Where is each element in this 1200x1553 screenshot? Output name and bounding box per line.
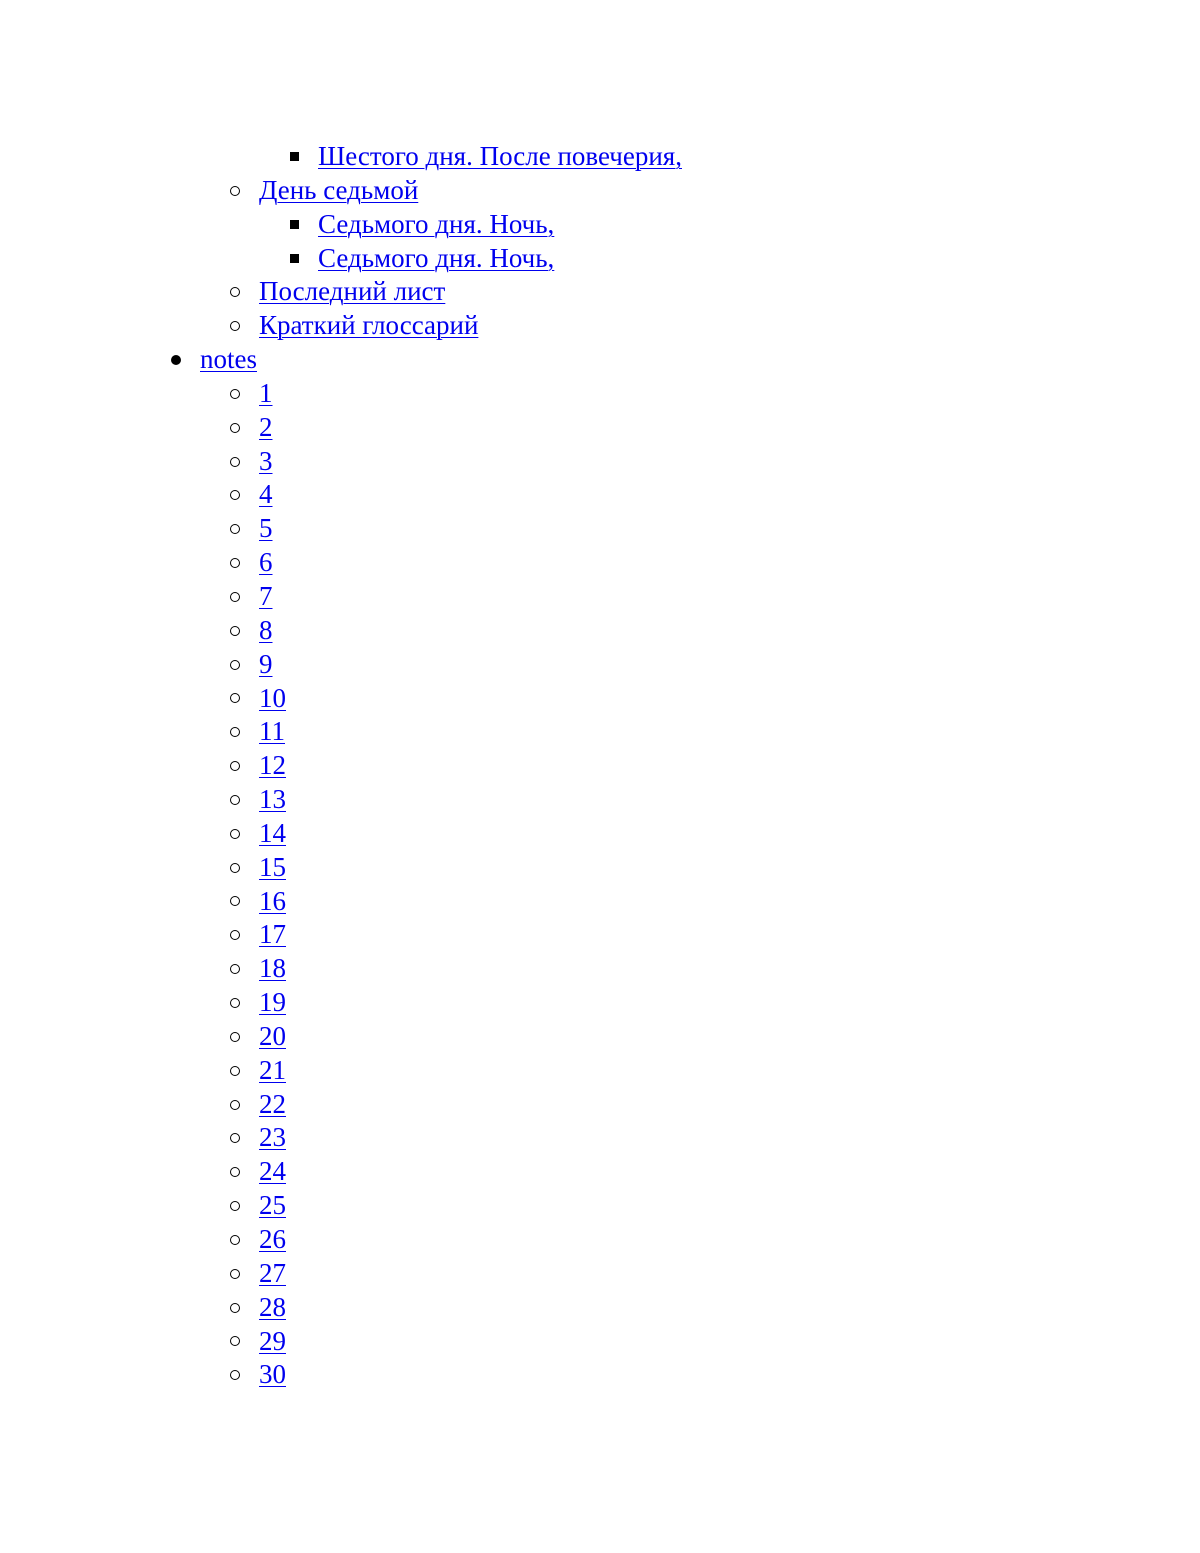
toc-link[interactable]: Шестого дня. После повечерия,: [318, 141, 682, 171]
circle-bullet-icon: [230, 423, 240, 433]
circle-bullet-icon: [230, 186, 240, 196]
circle-bullet-icon: [230, 896, 240, 906]
toc-link[interactable]: Седьмого дня. Ночь,: [318, 242, 555, 273]
toc-link[interactable]: Седьмого дня. Ночь,: [318, 208, 555, 239]
note-link[interactable]: 2: [259, 411, 273, 442]
list-item: [0, 1155, 1200, 1189]
list-item: [0, 478, 1200, 512]
list-item: [0, 1358, 1200, 1392]
square-bullet-icon: [290, 220, 299, 229]
note-link[interactable]: 20: [259, 1020, 286, 1051]
list-item: [0, 1223, 1200, 1257]
list-item: [0, 1054, 1200, 1088]
list-item: [0, 817, 1200, 851]
note-link[interactable]: 1: [259, 377, 273, 408]
list-item: [0, 1325, 1200, 1359]
note-link[interactable]: 7: [259, 580, 273, 611]
list-item: [0, 614, 1200, 648]
notes-link[interactable]: notes: [200, 344, 257, 375]
circle-bullet-icon: [230, 1133, 240, 1143]
toc-item-last-sheet: [0, 275, 1200, 309]
circle-bullet-icon: [230, 1066, 240, 1076]
list-item: [0, 1020, 1200, 1054]
circle-bullet-icon: [230, 761, 240, 771]
note-link[interactable]: 11: [259, 716, 285, 747]
note-link[interactable]: 13: [259, 784, 286, 815]
note-link[interactable]: 9: [259, 648, 273, 679]
list-item: [0, 512, 1200, 546]
toc-item-seventh-day-night: [0, 208, 1200, 242]
circle-bullet-icon: [230, 964, 240, 974]
note-link[interactable]: 12: [259, 750, 286, 781]
note-link[interactable]: 18: [259, 953, 286, 984]
circle-bullet-icon: [230, 693, 240, 703]
note-link[interactable]: 8: [259, 614, 273, 645]
toc-item-seventh-day-night-2: [0, 242, 1200, 276]
list-item: [0, 682, 1200, 716]
notes-list: [0, 377, 1200, 1392]
note-link[interactable]: 6: [259, 547, 273, 578]
list-item: [0, 377, 1200, 411]
toc-link[interactable]: Последний лист: [259, 276, 446, 307]
note-link[interactable]: 16: [259, 885, 286, 916]
toc-item-day-seven: [0, 174, 1200, 208]
list-item: [0, 1189, 1200, 1223]
note-link[interactable]: 5: [259, 513, 273, 544]
list-item: [0, 783, 1200, 817]
circle-bullet-icon: [230, 287, 240, 297]
note-link[interactable]: 28: [259, 1291, 286, 1322]
circle-bullet-icon: [230, 1100, 240, 1110]
note-link[interactable]: 24: [259, 1156, 286, 1187]
circle-bullet-icon: [230, 863, 240, 873]
circle-bullet-icon: [230, 795, 240, 805]
toc-item-sixth-day-compline: [0, 140, 1200, 174]
list-item: [0, 580, 1200, 614]
circle-bullet-icon: [230, 592, 240, 602]
table-of-contents: [0, 140, 1200, 1392]
circle-bullet-icon: [230, 1032, 240, 1042]
circle-bullet-icon: [230, 389, 240, 399]
circle-bullet-icon: [230, 457, 240, 467]
disc-bullet-icon: [171, 355, 181, 365]
note-link[interactable]: 21: [259, 1054, 286, 1085]
note-link[interactable]: 30: [259, 1359, 286, 1390]
list-item: [0, 1088, 1200, 1122]
note-link[interactable]: 15: [259, 851, 286, 882]
circle-bullet-icon: [230, 1235, 240, 1245]
circle-bullet-icon: [230, 930, 240, 940]
circle-bullet-icon: [230, 490, 240, 500]
note-link[interactable]: 29: [259, 1325, 286, 1356]
circle-bullet-icon: [230, 524, 240, 534]
list-item: [0, 885, 1200, 919]
list-item: [0, 445, 1200, 479]
note-link[interactable]: 19: [259, 987, 286, 1018]
note-link[interactable]: 10: [259, 682, 286, 713]
toc-item-glossary: [0, 309, 1200, 343]
note-link[interactable]: 3: [259, 445, 273, 476]
list-item: [0, 1121, 1200, 1155]
circle-bullet-icon: [230, 660, 240, 670]
toc-link[interactable]: День седьмой: [259, 174, 419, 205]
list-item: [0, 918, 1200, 952]
square-bullet-icon: [290, 152, 299, 161]
circle-bullet-icon: [230, 1167, 240, 1177]
circle-bullet-icon: [230, 727, 240, 737]
toc-link[interactable]: Краткий глоссарий: [259, 310, 479, 341]
circle-bullet-icon: [230, 626, 240, 636]
list-item: [0, 952, 1200, 986]
note-link[interactable]: 17: [259, 919, 286, 950]
note-link[interactable]: 14: [259, 817, 286, 848]
note-link[interactable]: 27: [259, 1257, 286, 1288]
circle-bullet-icon: [230, 1269, 240, 1279]
square-bullet-icon: [290, 254, 299, 263]
note-link[interactable]: 25: [259, 1190, 286, 1221]
note-link[interactable]: 23: [259, 1122, 286, 1153]
list-item: [0, 1291, 1200, 1325]
list-item: [0, 715, 1200, 749]
circle-bullet-icon: [230, 1370, 240, 1380]
list-item: [0, 546, 1200, 580]
list-item: [0, 648, 1200, 682]
toc-item-notes: [0, 343, 1200, 377]
note-link[interactable]: 22: [259, 1088, 286, 1119]
list-item: [0, 851, 1200, 885]
list-item: [0, 986, 1200, 1020]
circle-bullet-icon: [230, 558, 240, 568]
circle-bullet-icon: [230, 829, 240, 839]
list-item: [0, 411, 1200, 445]
list-item: [0, 1257, 1200, 1291]
circle-bullet-icon: [230, 1303, 240, 1313]
circle-bullet-icon: [230, 1336, 240, 1346]
note-link[interactable]: 26: [259, 1224, 286, 1254]
circle-bullet-icon: [230, 1201, 240, 1211]
circle-bullet-icon: [230, 321, 240, 331]
circle-bullet-icon: [230, 998, 240, 1008]
list-item: [0, 749, 1200, 783]
note-link[interactable]: 4: [259, 479, 273, 510]
